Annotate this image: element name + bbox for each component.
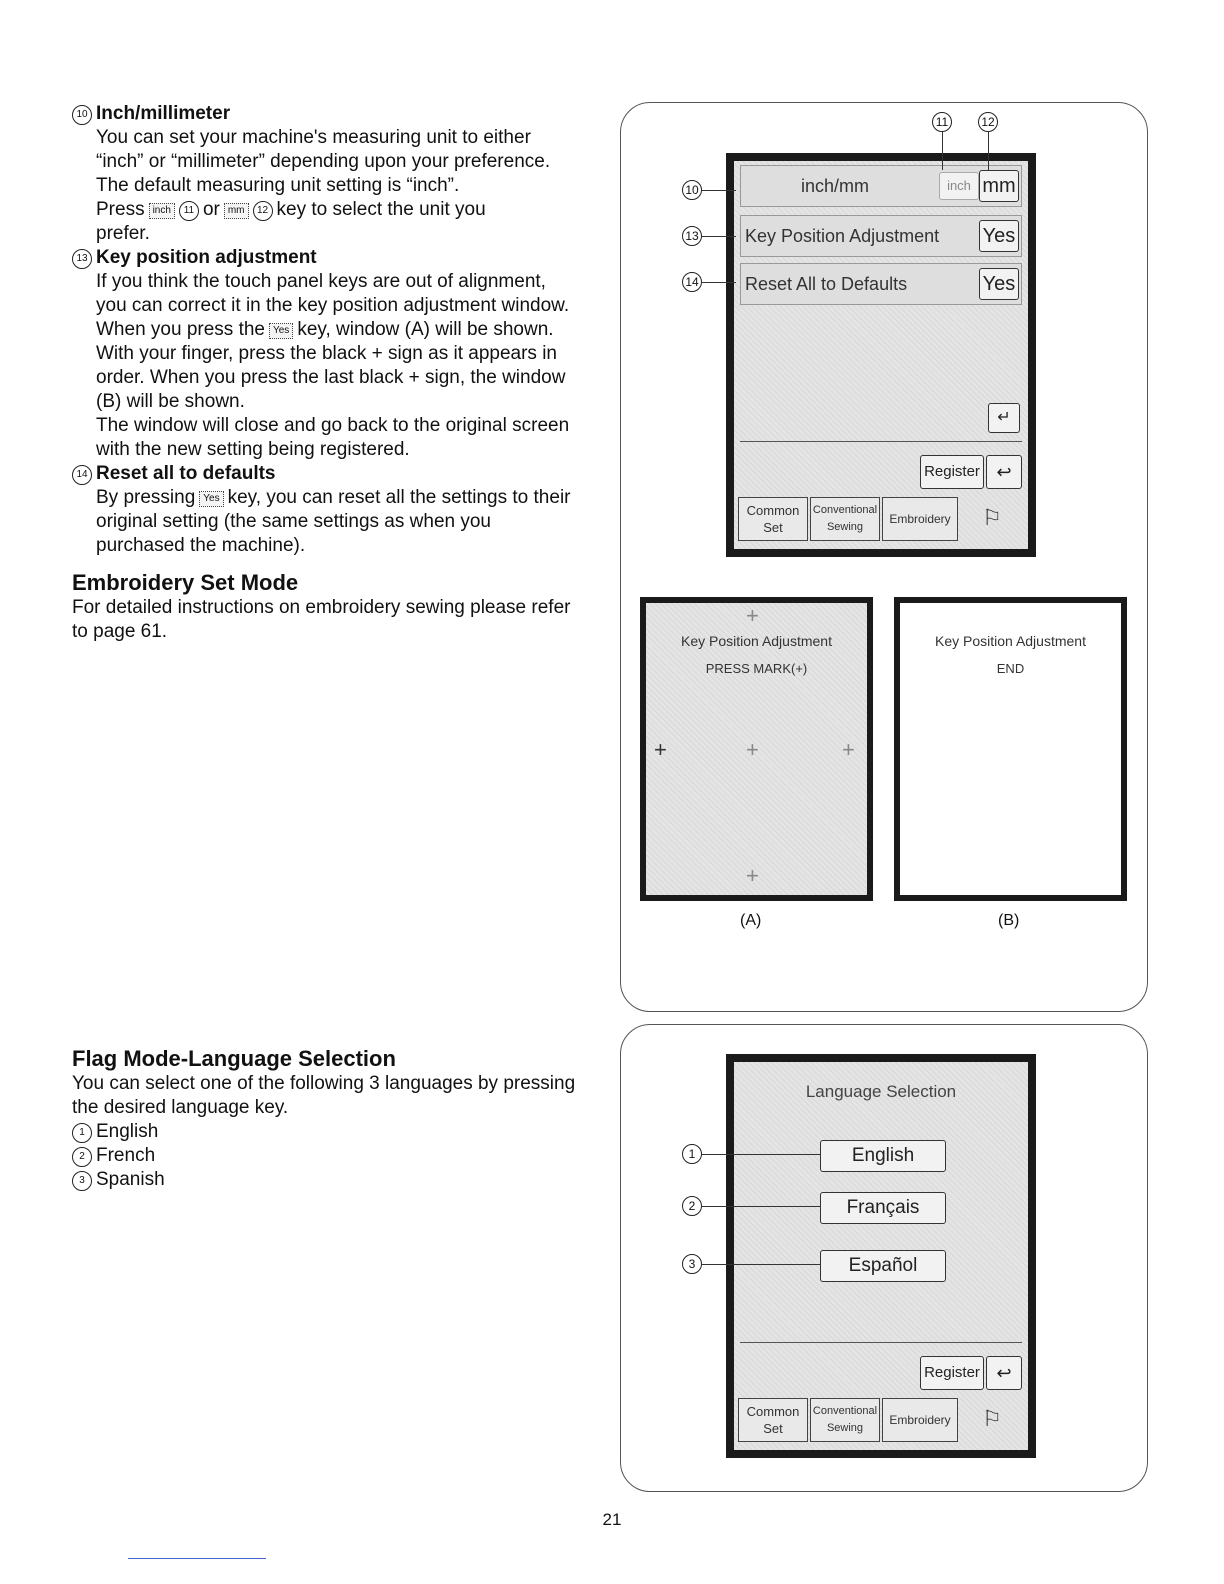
reset-defaults-row: Reset All to Defaults Yes: [740, 263, 1022, 305]
section-reset-body: By pressing Yes key, you can reset all the settings to their original setting (the same settings as when you purchased the machine).: [96, 487, 571, 556]
section-key-position-heading: 13 Key position adjustment: [72, 246, 612, 270]
flag-mode-section: Flag Mode-Language Selection You can select one of the following 3 languages by pressing the desired language key. 1 English 2 French 3 Spanish: [72, 1046, 612, 1192]
divider: [740, 441, 1022, 442]
language-screen: [726, 1054, 1036, 1458]
tab-common-set[interactable]: Common Set: [738, 1398, 808, 1442]
plus-mark: +: [746, 863, 759, 888]
plus-mark: +: [746, 603, 759, 628]
register-button[interactable]: Register: [920, 1356, 984, 1390]
language-list-item: 3 Spanish: [72, 1168, 612, 1192]
tab-conventional-sewing[interactable]: Conventional Sewing: [810, 497, 880, 541]
language-list-item: 1 English: [72, 1120, 612, 1144]
callout-14: 14: [72, 465, 92, 485]
screen-b: Key Position Adjustment END: [894, 597, 1127, 901]
key-position-yes-button[interactable]: Yes: [979, 220, 1019, 252]
return-icon[interactable]: ↩: [986, 455, 1022, 489]
section-inch-mm-heading: 10 Inch/millimeter: [72, 102, 612, 126]
key-position-row: Key Position Adjustment Yes: [740, 215, 1022, 257]
flag-mode-heading: Flag Mode-Language Selection: [72, 1046, 396, 1071]
language-list-item: 2 French: [72, 1144, 612, 1168]
mm-key-icon: mm: [224, 203, 249, 219]
francais-button[interactable]: Français: [820, 1192, 946, 1224]
callout-10: 10: [72, 105, 92, 125]
footer-rule: [128, 1558, 266, 1559]
caption-a: (A): [740, 912, 762, 929]
plus-mark: +: [746, 737, 759, 762]
callout-11: 11: [932, 112, 952, 132]
register-button[interactable]: Register: [920, 455, 984, 489]
plus-mark-active[interactable]: +: [654, 737, 667, 762]
callout-10: 10: [682, 180, 702, 200]
tab-embroidery[interactable]: Embroidery: [882, 497, 958, 541]
tab-embroidery[interactable]: Embroidery: [882, 1398, 958, 1442]
embroidery-set-mode-heading: Embroidery Set Mode: [72, 570, 299, 595]
mm-button[interactable]: mm: [979, 170, 1019, 202]
embroidery-set-mode-body: For detailed instructions on embroidery sewing please refer to page 61.: [72, 597, 571, 642]
callout-14: 14: [682, 272, 702, 292]
mode-tabs: [738, 497, 1028, 541]
screen-a: + Key Position Adjustment PRESS MARK(+) + + + +: [640, 597, 873, 901]
caption-b: (B): [998, 912, 1020, 929]
inch-key-icon: inch: [149, 203, 175, 219]
plus-mark: +: [842, 737, 855, 762]
callout-2: 2: [682, 1196, 702, 1216]
section-key-position-body: If you think the touch panel keys are out of alignment, you can correct it in the key position adjustment window. When you press the Yes key, window (A) will be shown. With your finger, press the black + sign as it appears in order. When you press the last black + sign, the window (B) will be shown. The window will close and go back to the original screen with the new setting being registered.: [96, 271, 570, 460]
callout-3: 3: [682, 1254, 702, 1274]
callout-13: 13: [72, 249, 92, 269]
divider: [740, 1342, 1022, 1343]
inch-mm-row: inch/mm inch mm: [740, 165, 1022, 207]
flag-mode-icon[interactable]: ⚐: [982, 505, 1002, 530]
enter-icon[interactable]: ↵: [988, 403, 1020, 433]
yes-key-icon: Yes: [269, 323, 293, 339]
callout-12: 12: [978, 112, 998, 132]
left-column: [72, 102, 612, 644]
language-selection-title: Language Selection: [805, 1082, 957, 1101]
english-button[interactable]: English: [820, 1140, 946, 1172]
settings-screen: [726, 153, 1036, 557]
section-inch-mm-body: You can set your machine's measuring unit to either “inch” or “millimeter” depending upon your preference. The default measuring unit setting is “inch”. Press inch 11 or mm 12 key to select the unit you prefer.: [96, 127, 551, 244]
reset-yes-button[interactable]: Yes: [979, 268, 1019, 300]
tab-conventional-sewing[interactable]: Conventional Sewing: [810, 1398, 880, 1442]
callout-13: 13: [682, 226, 702, 246]
page-number: 21: [602, 1510, 622, 1529]
mode-tabs: [738, 1398, 1028, 1442]
espanol-button[interactable]: Español: [820, 1250, 946, 1282]
return-icon[interactable]: ↩: [986, 1356, 1022, 1390]
yes-key-icon: Yes: [199, 491, 223, 507]
section-reset-heading: 14 Reset all to defaults: [72, 462, 612, 486]
flag-mode-icon[interactable]: ⚐: [982, 1406, 1002, 1431]
tab-common-set[interactable]: Common Set: [738, 497, 808, 541]
callout-1: 1: [682, 1144, 702, 1164]
inch-button[interactable]: inch: [939, 172, 979, 200]
